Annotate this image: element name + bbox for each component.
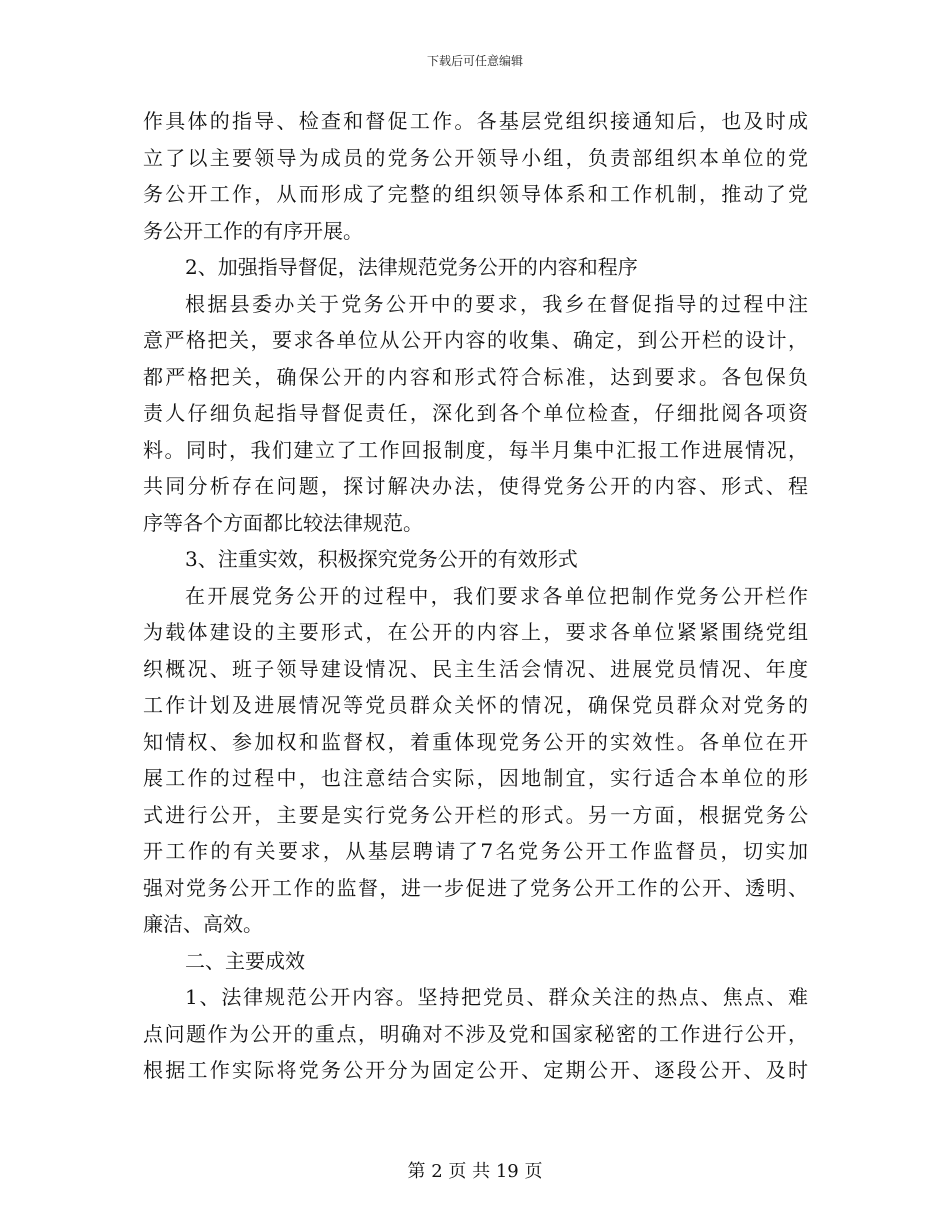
text-line: 务公开工作的有序开展。 bbox=[143, 218, 363, 243]
text-line: 知情权、参加权和监督权，着重体现党务公开的实效性。各单位在开 bbox=[143, 729, 808, 754]
text-line: 展工作的过程中，也注意结合实际，因地制宜，实行适合本单位的形 bbox=[143, 766, 808, 790]
text-line: 序等各个方面都比较法律规范。 bbox=[143, 510, 423, 535]
page-footer: 第 2 页 共 19 页 bbox=[407, 1161, 543, 1182]
text-line: 织概况、班子领导建设情况、民主生活会情况、进展党员情况、年度 bbox=[143, 656, 808, 681]
text-line: 共同分析存在问题，探讨解决办法，使得党务公开的内容、形式、程 bbox=[143, 474, 808, 498]
document-body bbox=[143, 103, 808, 1089]
text-line: 廉洁、高效。 bbox=[143, 912, 263, 936]
text-line: 开工作的有关要求，从基层聘请了7名党务公开工作监督员，切实加 bbox=[143, 839, 808, 863]
text-line: 责人仔细负起指导督促责任，深化到各个单位检查，仔细批阅各项资 bbox=[143, 401, 808, 425]
text-line: 强对党务公开工作的监督，进一步促进了党务公开工作的公开、透明、 bbox=[143, 875, 808, 900]
text-line: 务公开工作，从而形成了完整的组织领导体系和工作机制，推动了党 bbox=[143, 182, 808, 206]
text-line: 根据县委办关于党务公开中的要求，我乡在督促指导的过程中注 bbox=[185, 291, 808, 316]
text-line: 料。同时，我们建立了工作回报制度，每半月集中汇报工作进展情况， bbox=[143, 437, 808, 462]
section-heading: 3、注重实效，积极探究党务公开的有效形式 bbox=[185, 547, 578, 571]
text-line: 作具体的指导、检查和督促工作。各基层党组织接通知后，也及时成 bbox=[143, 109, 808, 133]
page-header: 下载后可任意编辑 bbox=[426, 54, 523, 68]
text-line: 根据工作实际将党务公开分为固定公开、定期公开、逐段公开、及时 bbox=[143, 1058, 808, 1082]
section-heading: 2、加强指导督促，法律规范党务公开的内容和程序 bbox=[185, 255, 638, 279]
text-line: 立了以主要领导为成员的党务公开领导小组，负责部组织本单位的党 bbox=[143, 145, 808, 170]
text-line: 式进行公开，主要是实行党务公开栏的形式。另一方面，根据党务公 bbox=[143, 802, 808, 827]
text-line: 工作计划及进展情况等党员群众关怀的情况，确保党员群众对党务的 bbox=[143, 693, 808, 717]
text-line: 点问题作为公开的重点，明确对不涉及党和国家秘密的工作进行公开， bbox=[143, 1021, 808, 1046]
section-heading: 二、主要成效 bbox=[185, 948, 305, 973]
text-line: 为载体建设的主要形式，在公开的内容上，要求各单位紧紧围绕党组 bbox=[143, 620, 808, 644]
text-line: 在开展党务公开的过程中，我们要求各单位把制作党务公开栏作 bbox=[185, 583, 808, 608]
text-line: 意严格把关，要求各单位从公开内容的收集、确定，到公开栏的设计， bbox=[143, 328, 808, 352]
text-line: 1、法律规范公开内容。坚持把党员、群众关注的热点、焦点、难 bbox=[185, 985, 808, 1009]
text-line: 都严格把关，确保公开的内容和形式符合标准，达到要求。各包保负 bbox=[143, 364, 808, 389]
